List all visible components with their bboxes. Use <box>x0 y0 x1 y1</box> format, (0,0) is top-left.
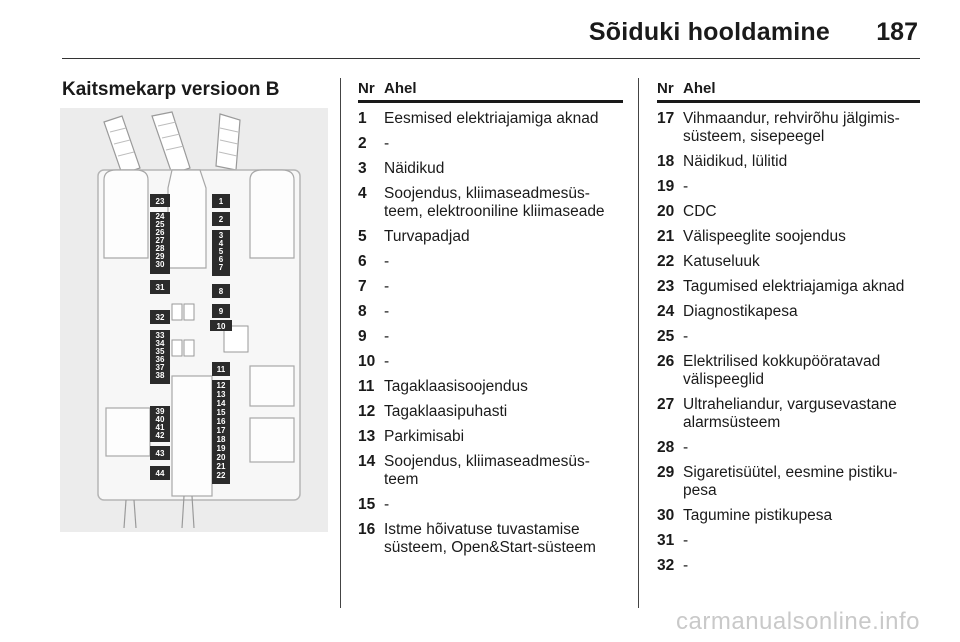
fuse-number: 5 <box>358 228 367 245</box>
fuse-table-right <box>657 80 920 575</box>
table-row <box>358 278 623 296</box>
fuse-label-30: 30 <box>155 260 165 269</box>
fuse-label-16: 16 <box>216 417 226 426</box>
fuse-label-17: 17 <box>216 426 226 435</box>
circuit-name: Tagaklaasipuhasti <box>384 403 508 420</box>
watermark: carmanualsonline.info <box>676 608 920 635</box>
table-row <box>358 496 623 514</box>
table-row <box>358 428 623 446</box>
fuse-number: 13 <box>358 428 376 445</box>
circuit-name: Parkimisabi <box>384 428 465 445</box>
table-row <box>358 228 623 246</box>
fuse-label-3: 3 <box>218 231 224 240</box>
page-number: 187 <box>876 18 918 46</box>
fuse-number: 7 <box>358 278 367 295</box>
fuse-label-5: 5 <box>218 247 224 256</box>
fuse-number: 19 <box>657 178 675 195</box>
fuse-number: 23 <box>657 278 675 295</box>
circuit-name: Turvapadjad <box>384 228 470 245</box>
fuse-label-43: 43 <box>155 449 165 458</box>
table-row <box>358 303 623 321</box>
table-row <box>358 378 623 396</box>
table-row <box>358 353 623 371</box>
circuit-name: Elektrilised kokkupööratavad välispeeglid <box>683 353 881 388</box>
fuse-labels-left <box>150 194 170 480</box>
header-circuit: Ahel <box>384 80 417 97</box>
fuse-label-32: 32 <box>155 313 165 322</box>
circuit-name: Välispeeglite soojendus <box>683 228 846 245</box>
circuit-name: - <box>384 303 390 320</box>
fuse-label-27: 27 <box>155 236 165 245</box>
circuit-name: Näidikud <box>384 160 445 177</box>
fuse-box-diagram <box>60 108 328 532</box>
circuit-name: - <box>384 135 390 152</box>
circuit-name: - <box>384 278 390 295</box>
fuse-box-illustration <box>60 108 328 532</box>
fuse-label-40: 40 <box>155 415 165 424</box>
table-row <box>657 439 920 457</box>
fuse-label-11: 11 <box>216 365 226 374</box>
table-row <box>657 253 920 271</box>
fuse-number: 21 <box>657 228 675 245</box>
table-row <box>657 507 920 525</box>
table-row <box>358 185 623 221</box>
fuse-label-41: 41 <box>155 423 165 432</box>
circuit-name: Tagumised elektriajamiga aknad <box>683 278 905 295</box>
fuse-number: 8 <box>358 303 367 320</box>
fuse-number: 14 <box>358 453 376 470</box>
fuse-number: 26 <box>657 353 675 370</box>
fuse-number: 24 <box>657 303 675 320</box>
fuse-number: 17 <box>657 110 675 127</box>
circuit-name: Tagumine pistikupesa <box>683 507 833 524</box>
fuse-number: 31 <box>657 532 675 549</box>
circuit-name: - <box>384 496 390 513</box>
table-row <box>657 396 920 432</box>
fuse-label-23: 23 <box>155 197 165 206</box>
fuse-label-8: 8 <box>218 287 224 296</box>
table-row <box>657 557 920 575</box>
fuse-label-38: 38 <box>155 371 165 380</box>
fuse-label-31: 31 <box>155 283 165 292</box>
table-row <box>358 110 623 128</box>
table-row <box>657 532 920 550</box>
header-nr: Nr <box>358 80 375 97</box>
fuse-label-20: 20 <box>216 453 226 462</box>
table-header <box>358 80 623 103</box>
table-row <box>657 228 920 246</box>
fuse-number: 15 <box>358 496 376 513</box>
section-title: Kaitsmekarp versioon B <box>62 79 280 100</box>
table-row <box>358 403 623 421</box>
circuit-name: - <box>683 532 689 549</box>
circuit-name: Soojendus, kliimaseadmesüs- teem, elektrooniline kliimaseade <box>384 185 605 220</box>
fuse-number: 4 <box>358 185 367 202</box>
table-row <box>358 135 623 153</box>
circuit-name: - <box>683 328 689 345</box>
fuse-label-19: 19 <box>216 444 226 453</box>
circuit-name: - <box>384 328 390 345</box>
fuse-label-9: 9 <box>218 307 224 316</box>
fuse-number: 16 <box>358 521 376 538</box>
fuse-number: 6 <box>358 253 367 270</box>
fuse-number: 3 <box>358 160 367 177</box>
circuit-name: Diagnostikapesa <box>683 303 798 320</box>
fuse-number: 30 <box>657 507 675 524</box>
fuse-label-28: 28 <box>155 244 165 253</box>
circuit-name: Tagaklaasisoojendus <box>384 378 528 395</box>
fuse-number: 2 <box>358 135 367 152</box>
table-row <box>657 303 920 321</box>
circuit-name: Näidikud, lülitid <box>683 153 788 170</box>
fuse-label-39: 39 <box>155 407 165 416</box>
fuse-number: 22 <box>657 253 675 270</box>
fuse-number: 25 <box>657 328 675 345</box>
table-row <box>657 464 920 500</box>
column-divider <box>340 78 341 608</box>
fuse-label-34: 34 <box>155 339 165 348</box>
table-row <box>358 521 623 557</box>
fuse-number: 1 <box>358 110 367 127</box>
fuse-label-33: 33 <box>155 331 165 340</box>
circuit-name: - <box>384 353 390 370</box>
fuse-label-29: 29 <box>155 252 165 261</box>
fuse-label-26: 26 <box>155 228 165 237</box>
fuse-number: 12 <box>358 403 376 420</box>
circuit-name: Vihmaandur, rehvirõhu jälgimis- süsteem, sisepeegel <box>683 110 900 145</box>
circuit-name: Istme hõivatuse tuvastamise süsteem, Open&Start-süsteem <box>384 521 596 556</box>
header-circuit: Ahel <box>683 80 716 97</box>
fuse-label-4: 4 <box>218 239 224 248</box>
table-row <box>657 353 920 389</box>
fuse-label-12: 12 <box>216 381 226 390</box>
circuit-name: Sigaretisüütel, eesmine pistiku- pesa <box>683 464 898 499</box>
fuse-table-left <box>358 80 623 557</box>
table-row <box>657 203 920 221</box>
fuse-label-36: 36 <box>155 355 165 364</box>
table-row <box>358 160 623 178</box>
table-row <box>358 328 623 346</box>
circuit-name: Eesmised elektriajamiga aknad <box>384 110 599 127</box>
fuse-label-35: 35 <box>155 347 165 356</box>
fuse-number: 27 <box>657 396 675 413</box>
fuse-label-44: 44 <box>155 469 165 478</box>
table-row <box>657 278 920 296</box>
table-row <box>657 110 920 146</box>
fuse-number: 28 <box>657 439 675 456</box>
fuse-label-15: 15 <box>216 408 226 417</box>
circuit-name: - <box>683 178 689 195</box>
fuse-label-21: 21 <box>216 462 226 471</box>
header-nr: Nr <box>657 80 674 97</box>
circuit-name: Katuseluuk <box>683 253 760 270</box>
fuse-label-13: 13 <box>216 390 226 399</box>
fuse-label-42: 42 <box>155 431 165 440</box>
fuse-label-18: 18 <box>216 435 226 444</box>
table-row <box>657 153 920 171</box>
page-header-title: Sõiduki hooldamine <box>588 18 830 46</box>
fuse-number: 9 <box>358 328 367 345</box>
fuse-number: 29 <box>657 464 675 481</box>
circuit-name: - <box>683 439 689 456</box>
circuit-name: - <box>384 253 390 270</box>
fuse-label-10: 10 <box>216 322 226 331</box>
fuse-number: 10 <box>358 353 376 370</box>
fuse-label-2: 2 <box>218 215 224 224</box>
table-row <box>358 253 623 271</box>
table-row <box>657 328 920 346</box>
circuit-name: CDC <box>683 203 717 220</box>
fuse-number: 20 <box>657 203 675 220</box>
fuse-label-1: 1 <box>218 197 224 206</box>
fuse-number: 18 <box>657 153 675 170</box>
table-header <box>657 80 920 103</box>
fuse-label-6: 6 <box>218 255 224 264</box>
circuit-name: Soojendus, kliimaseadmesüs- teem <box>384 453 590 488</box>
table-row <box>657 178 920 196</box>
fuse-label-37: 37 <box>155 363 165 372</box>
header-rule <box>62 58 920 59</box>
fuse-number: 32 <box>657 557 675 574</box>
fuse-label-24: 24 <box>155 212 165 221</box>
fuse-label-7: 7 <box>218 263 224 272</box>
circuit-name: Ultraheliandur, vargusevastane alarmsüsteem <box>683 396 897 431</box>
circuit-name: - <box>683 557 689 574</box>
fuse-label-14: 14 <box>216 399 226 408</box>
table-row <box>358 453 623 489</box>
column-divider <box>638 78 639 608</box>
fuse-label-22: 22 <box>216 471 226 480</box>
fuse-label-25: 25 <box>155 220 165 229</box>
fuse-number: 11 <box>358 378 375 395</box>
